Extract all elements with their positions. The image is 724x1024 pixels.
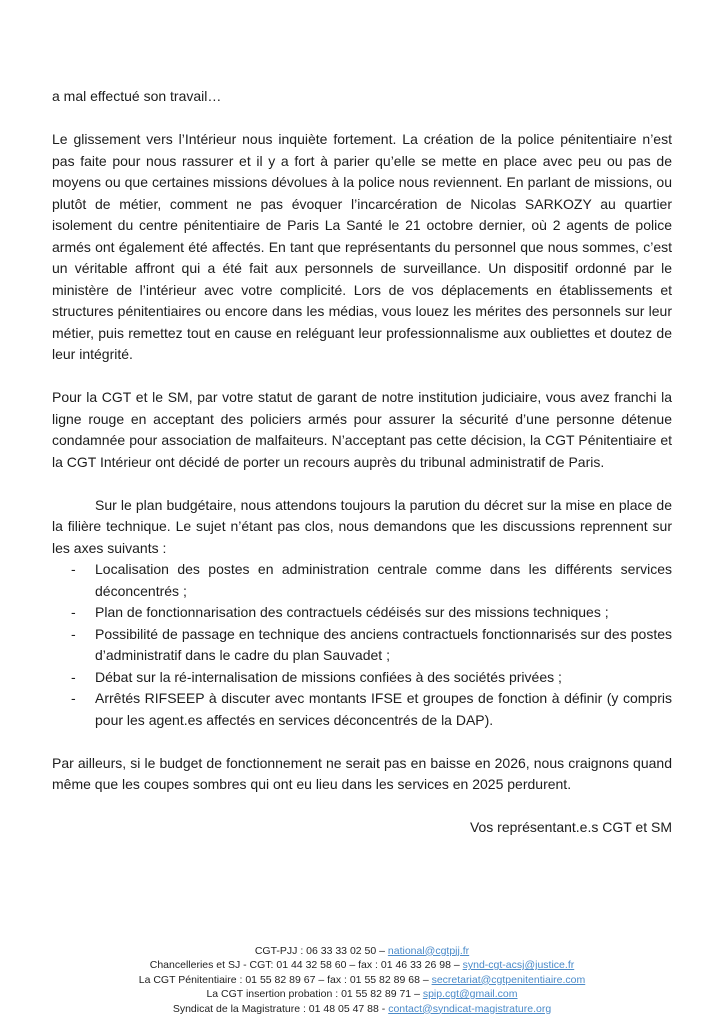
list-item-passage-technique: - Possibilité de passage en technique des anciens contractuels fonctionnarisés sur des postes d’administratif dans le cadre du plan Sauvadet ; (95, 624, 672, 667)
paragraph-glissement-interieur: Le glissement vers l’Intérieur nous inquiète fortement. La création de la police pénitentiaire n’est pas faite pour nous rassurer et il y a fort à parier qu’elle se mette en place avec peu ou pas de moyens ou que certaines missions dévolues à la police nous reviennent. En parlant de missions, ou plutôt de métier, comment ne pas évoquer l’incarcération de Nicolas SARKOZY au quartier isolement du centre pénitentiaire de Paris La Santé le 21 octobre dernier, où 2 agents de police armés ont également été affectés. En tant que représentants du personnel que nous sommes, c’est un véritable affront qui a été fait aux personnels de surveillance. Un dispositif ordonné par le ministère de l’intérieur avec votre complicité. Lors de vos déplacements en établissements et structures pénitentiaires ou encore dans les médias, vous louez les mérites des personnels sur leur métier, puis remettez tout en cause en reléguant leur professionnalisme aux oubliettes et doutez de leur intégrité. (52, 131, 672, 362)
signature: Vos représentant.e.s CGT et SM (469, 819, 672, 835)
email-link-cgt-pjj[interactable]: national@cgtpjj.fr (387, 944, 470, 957)
paragraph-opening: a mal effectué son travail… (52, 88, 222, 104)
list-item-localisation: - Localisation des postes en administration centrale comme dans les différents services déconcentrés ; (95, 559, 672, 602)
list-item-re-internalisation: - Débat sur la ré-internalisation de missions confiées à des sociétés privées ; (95, 667, 672, 689)
letter-body (52, 86, 672, 839)
email-link-chancelleries[interactable]: synd-cgt-acsj@justice.fr (462, 959, 575, 971)
footer-line-insertion-probation (0, 987, 724, 1002)
list-item-fonctionnarisation: - Plan de fonctionnarisation des contractuels cédéisés sur des missions techniques ; (95, 602, 672, 624)
email-link-penitentiaire[interactable]: secretariat@cgtpenitentiaire.com (431, 973, 586, 986)
footer-text: La CGT insertion probation : 01 55 82 89 71 – (206, 988, 423, 1000)
email-link-insertion-probation[interactable]: spip.cgt@gmail.com (422, 988, 518, 1000)
footer-line-chancelleries (0, 958, 724, 973)
footer-text: Chancelleries et SJ - CGT: 01 44 32 58 60 – fax : 01 46 33 26 98 – (149, 959, 463, 971)
email-link-syndicat-magistrature[interactable]: contact@syndicat-magistrature.org (388, 1002, 552, 1015)
paragraph-par-ailleurs: Par ailleurs, si le budget de fonctionnement ne serait pas en baisse en 2026, nous craignons quand même que les coupes sombres qui ont eu lieu dans les services en 2025 perdurent. (52, 754, 672, 792)
paragraph-ligne-rouge: Pour la CGT et le SM, par votre statut de garant de notre institution judiciaire, vous avez franchi la ligne rouge en acceptant des policiers armés pour assurer la sécurité d’une personne détenue condamnée pour association de malfaiteurs. N’acceptant pas cette décision, la CGT Pénitentiaire et la CGT Intérieur ont décidé de porter un recours auprès du tribunal administratif de Paris. (52, 389, 672, 470)
demands-list (52, 559, 672, 731)
footer-text: La CGT Pénitentiaire : 01 55 82 89 67 – fax : 01 55 82 89 68 – (138, 973, 432, 986)
footer-contacts (0, 944, 724, 1017)
footer-line-penitentiaire (0, 973, 724, 988)
footer-text: Syndicat de la Magistrature : 01 48 05 47 88 - (172, 1002, 389, 1015)
list-item-rifseep: - Arrêtés RIFSEEP à discuter avec montants IFSE et groupes de fonction à définir (y compris pour les agent.es affectés en services déconcentrés de la DAP). (95, 688, 672, 731)
paragraph-plan-budgetaire: Sur le plan budgétaire, nous attendons toujours la parution du décret sur la mise en place de la filière technique. Le sujet n’étant pas clos, nous demandons que les discussions reprennent sur les axes suivants : (52, 496, 672, 556)
footer-text: CGT-PJJ : 06 33 33 02 50 – (254, 944, 388, 957)
footer-line-syndicat-magistrature (0, 1002, 724, 1017)
footer-line-cgt-pjj (0, 944, 724, 959)
